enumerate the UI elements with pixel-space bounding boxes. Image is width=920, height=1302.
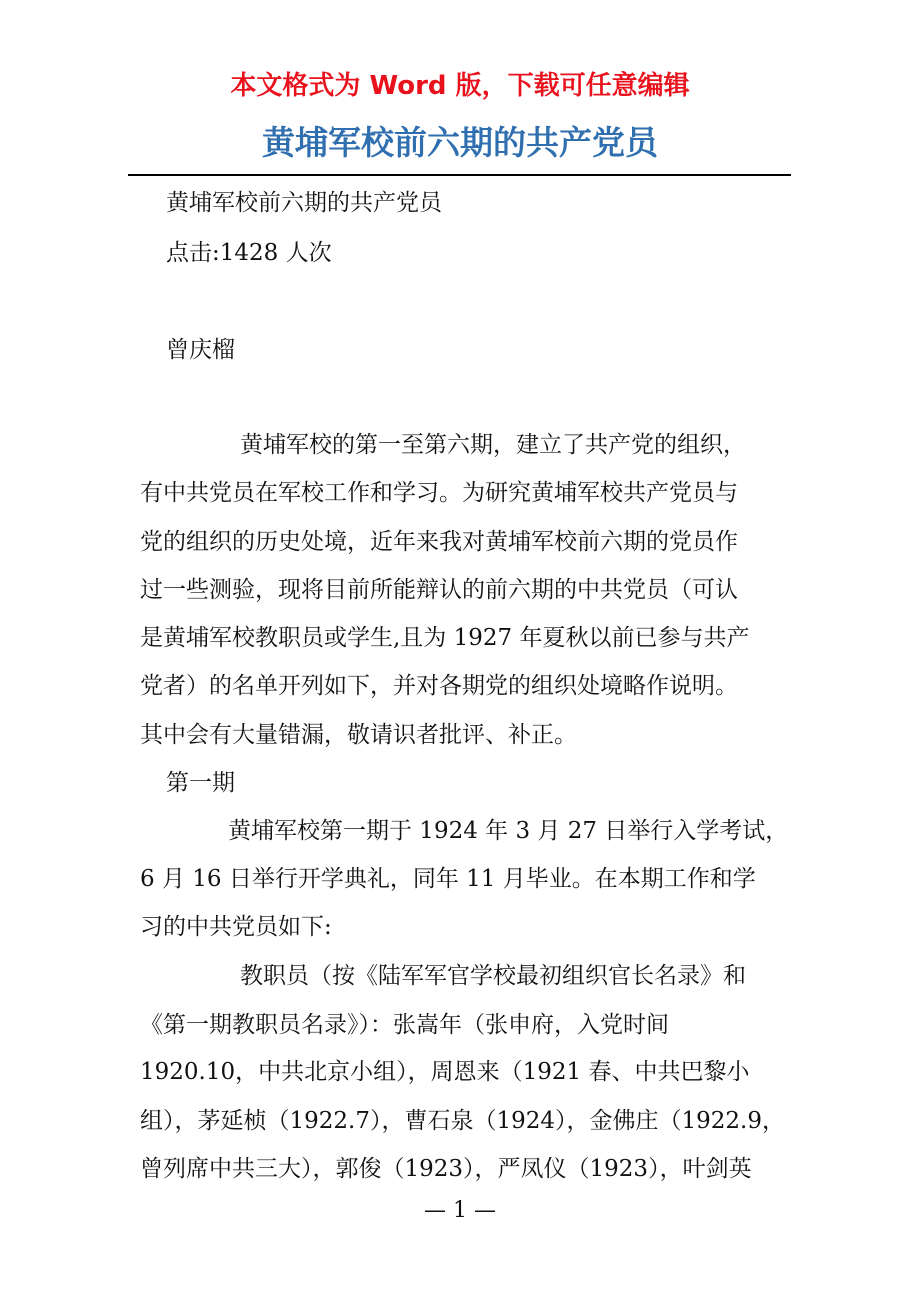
paragraph-line: 黄埔军校第一期于 1924 年 3 月 27 日举行入学考试， (228, 818, 789, 844)
download-banner: 本文格式为 Word 版，下载可任意编辑 (230, 71, 690, 101)
paragraph-line: 有中共党员在军校工作和学习。为研究黄埔军校共产党员与 (140, 480, 738, 506)
paragraph-line: 其中会有大量错漏，敬请识者批评、补正。 (140, 722, 577, 748)
paragraph-line: 过一些测验，现将目前所能辩认的前六期的中共党员（可认 (140, 577, 738, 603)
paragraph-line: 《第一期教职员名录》）：张嵩年（张申府，入党时间 (140, 1012, 669, 1038)
paragraph-line: 党的组织的历史处境，近年来我对黄埔军校前六期的党员作 (140, 529, 738, 555)
section-heading: 第一期 (166, 770, 235, 796)
paragraph-line: 习的中共党员如下: (140, 914, 332, 940)
paragraph-line: 教职员（按《陆军军官学校最初组织官长名录》和 (240, 963, 746, 989)
click-count: 点击:1428 人次 (166, 240, 332, 266)
article-subtitle: 黄埔军校前六期的共产党员 (166, 190, 442, 216)
paragraph-line: 是黄埔军校教职员或学生,且为 1927 年夏秋以前已参与共产 (140, 625, 750, 651)
document-title: 黄埔军校前六期的共产党员 (262, 123, 658, 162)
paragraph-line: 1920.10，中共北京小组），周恩来（1921 春、中共巴黎小 (140, 1059, 750, 1085)
author-name: 曾庆榴 (166, 337, 235, 363)
paragraph-line: 党者）的名单开列如下，并对各期党的组织处境略作说明。 (140, 673, 738, 699)
page-number: — 1 — (424, 1198, 496, 1223)
paragraph-line: 组），茅延桢（1922.7），曹石泉（1924），金佛庄（1922.9， (140, 1108, 785, 1134)
title-divider (128, 174, 791, 176)
paragraph-line: 曾列席中共三大），郭俊（1923），严凤仪（1923），叶剑英 (140, 1156, 752, 1182)
paragraph-line: 黄埔军校的第一至第六期，建立了共产党的组织， (240, 432, 746, 458)
paragraph-line: 6 月 16 日举行开学典礼，同年 11 月毕业。在本期工作和学 (140, 866, 756, 892)
